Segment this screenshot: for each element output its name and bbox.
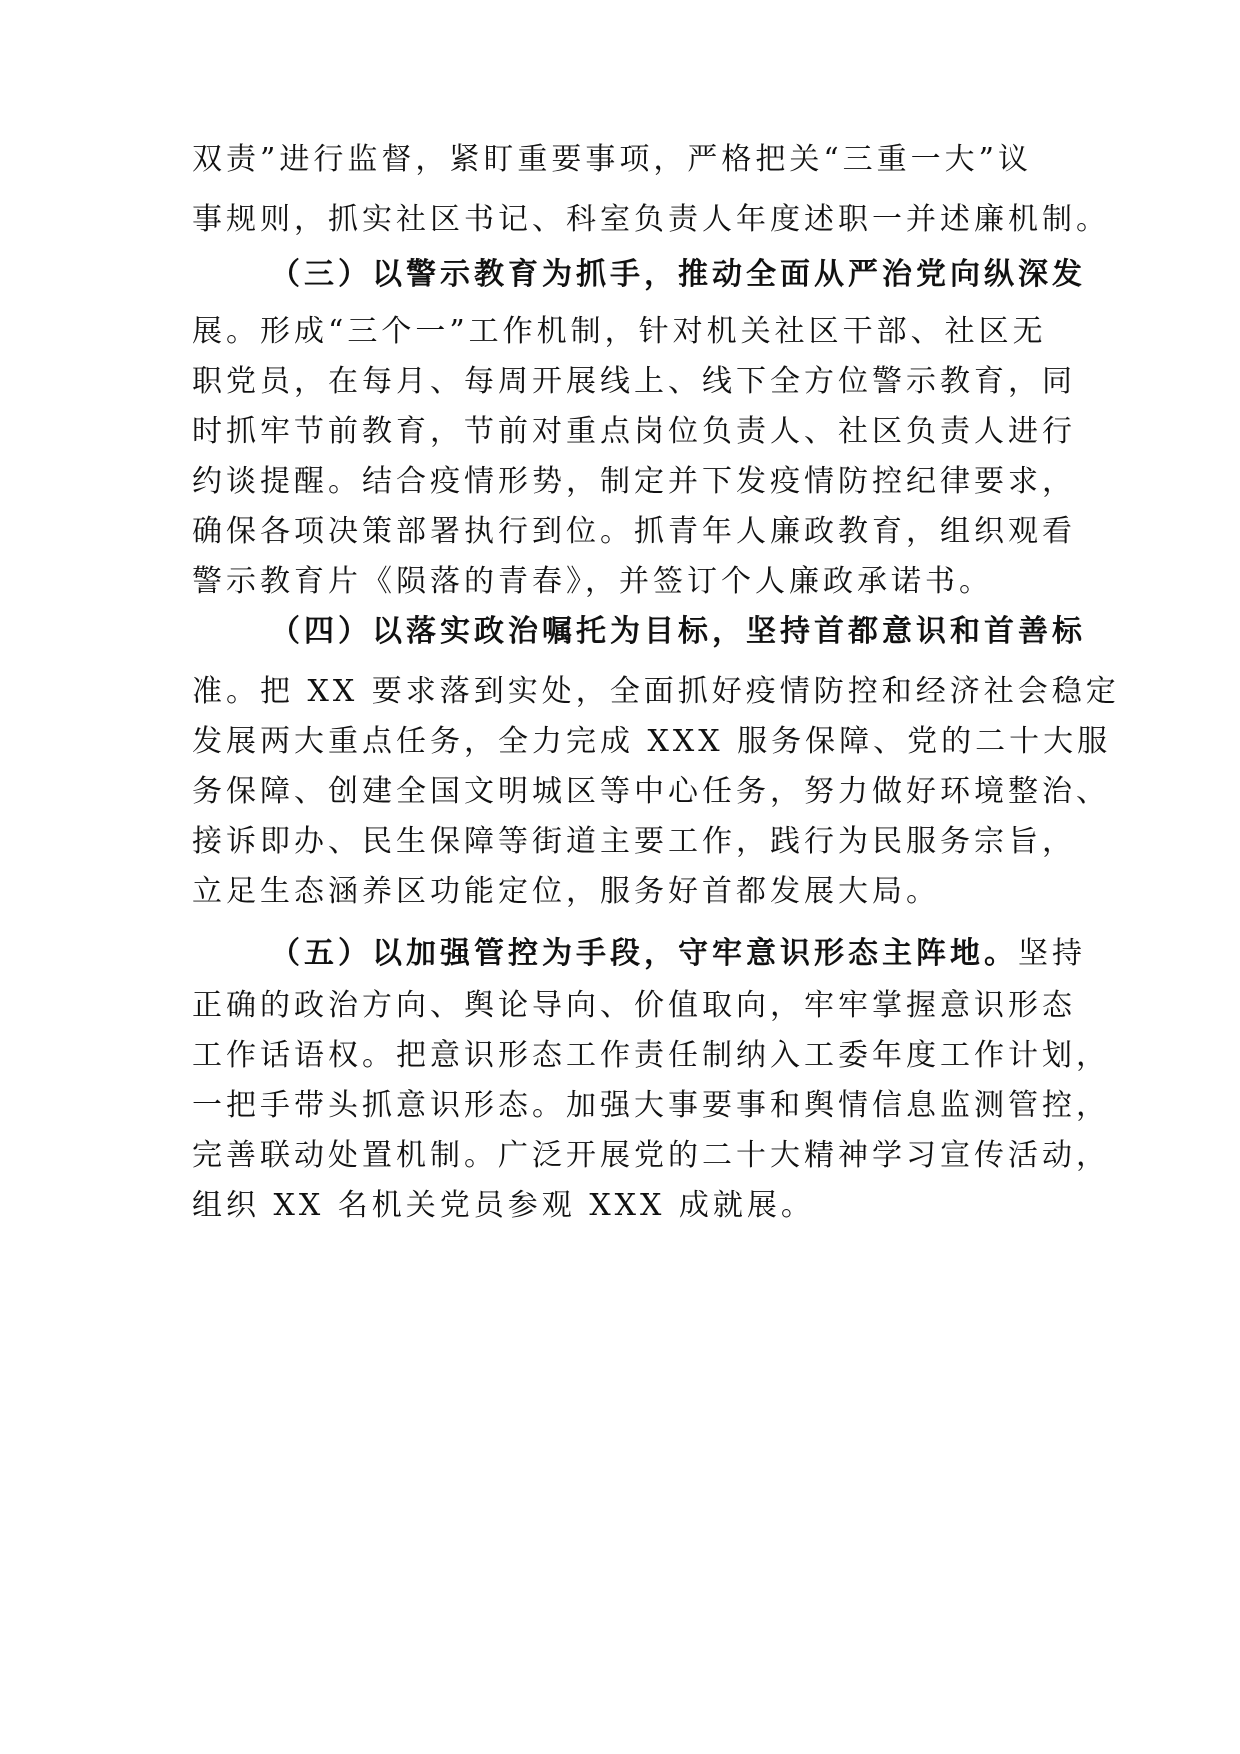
body-text-line: 工作话语权。把意识形态工作责任制纳入工委年度工作计划，	[192, 1038, 1110, 1073]
section-heading-5: （五）以加强管控为手段，守牢意识形态主阵地。	[270, 936, 1018, 971]
section-heading-4: （四）以落实政治嘱托为目标，坚持首都意识和首善标	[270, 614, 1086, 649]
body-text-line: 正确的政治方向、舆论导向、价值取向，牢牢掌握意识形态	[192, 988, 1076, 1023]
section-5-lead-text: 坚持	[1018, 936, 1086, 971]
body-text-line: 接诉即办、民生保障等街道主要工作，践行为民服务宗旨，	[192, 824, 1076, 859]
body-text-line: 确保各项决策部署执行到位。抓青年人廉政教育，组织观看	[192, 514, 1076, 549]
body-text-line: 完善联动处置机制。广泛开展党的二十大精神学习宣传活动，	[192, 1138, 1110, 1173]
body-text-line: 双责”进行监督，紧盯重要事项，严格把关“三重一大”议	[192, 142, 1033, 177]
body-text-line: 展。形成“三个一”工作机制，针对机关社区干部、社区无	[192, 314, 1047, 349]
body-text-line: 组织 XX 名机关党员参观 XXX 成就展。	[192, 1188, 815, 1223]
body-text-line: 立足生态涵养区功能定位，服务好首都发展大局。	[192, 874, 940, 909]
body-text-line: 务保障、创建全国文明城区等中心任务，努力做好环境整治、	[192, 774, 1110, 809]
body-text-line: 职党员，在每月、每周开展线上、线下全方位警示教育，同	[192, 364, 1076, 399]
body-text-line: 一把手带头抓意识形态。加强大事要事和舆情信息监测管控，	[192, 1088, 1110, 1123]
body-text-line: 警示教育片《陨落的青春》，并签订个人廉政承诺书。	[192, 564, 993, 599]
body-text-line: 发展两大重点任务，全力完成 XXX 服务保障、党的二十大服	[192, 724, 1112, 759]
body-text-line: 事规则，抓实社区书记、科室负责人年度述职一并述廉机制。	[192, 202, 1110, 237]
body-text-line: 准。把 XX 要求落到实处，全面抓好疫情防控和经济社会稳定	[192, 674, 1120, 709]
body-text-line: 约谈提醒。结合疫情形势，制定并下发疫情防控纪律要求，	[192, 464, 1076, 499]
section-paragraph-5-first-line	[270, 934, 1086, 974]
body-text-line: 时抓牢节前教育，节前对重点岗位负责人、社区负责人进行	[192, 414, 1076, 449]
section-heading-3: （三）以警示教育为抓手，推动全面从严治党向纵深发	[270, 257, 1086, 292]
